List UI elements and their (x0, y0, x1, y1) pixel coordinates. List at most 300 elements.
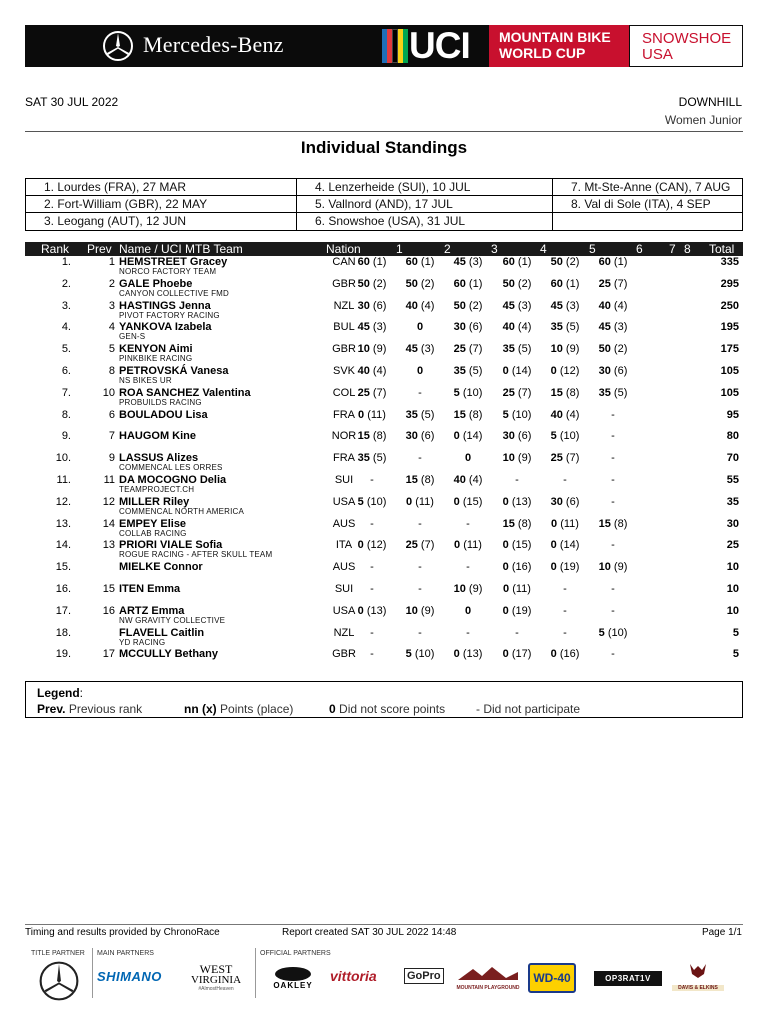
event-name-block (489, 25, 629, 67)
mountain-playground-logo: MOUNTAIN PLAYGROUND (455, 966, 521, 991)
report-created: Report created SAT 30 JUL 2022 14:48 (282, 927, 457, 938)
points-value: 40 (598, 299, 611, 312)
col-race-5: 5 (589, 242, 596, 256)
table-row (25, 343, 743, 365)
team-name: COMMENCAL LES ORRES (119, 463, 223, 473)
race-points-cell (347, 518, 397, 530)
points-value: 0 (551, 517, 558, 530)
place-value: (8) (468, 408, 483, 421)
table-row (25, 256, 743, 278)
place-value: (6) (517, 430, 532, 443)
points-value: 35 (453, 364, 466, 377)
place-value: (7) (613, 277, 628, 290)
rank-cell: 2. (61, 277, 71, 290)
points-value: 0 (416, 364, 424, 377)
points-value: - (418, 582, 422, 595)
race-points-cell (443, 430, 493, 442)
points-value: 50 (453, 299, 466, 312)
rider-name: LASSUS Alizes (119, 452, 199, 465)
race-item: 4. Lenzerheide (SUI), 10 JUL (297, 179, 553, 196)
race-points-cell (588, 430, 638, 442)
team-name: COLLAB RACING (119, 528, 187, 538)
points-value: - (563, 626, 567, 639)
points-value: - (370, 582, 374, 595)
prev-rank-cell: 13 (102, 539, 115, 552)
place-value: (10) (414, 648, 435, 661)
race-points-cell (540, 605, 590, 617)
race-points-cell (588, 474, 638, 486)
race-points-cell (588, 343, 638, 355)
rider-name: EMPEY Elise (119, 517, 187, 530)
total-points: 10 (726, 604, 739, 617)
race-item: 5. Vallnord (AND), 17 JUL (297, 196, 553, 213)
race-points-cell (347, 300, 397, 312)
points-value: 35 (598, 386, 611, 399)
team-name: GEN-S (119, 332, 146, 342)
race-points-cell (492, 321, 542, 333)
race-points-cell (540, 518, 590, 530)
place-value: (1) (517, 256, 532, 268)
race-points-cell (540, 648, 590, 660)
race-points-cell (347, 561, 397, 573)
rank-cell: 1. (61, 256, 71, 268)
points-value: - (611, 430, 615, 443)
nation-cell: USA (332, 604, 356, 617)
sponsor-name: Mercedes-Benz (143, 32, 284, 57)
place-value: (10) (511, 408, 532, 421)
rider-name: FLAVELL Caitlin (119, 626, 205, 639)
points-value: - (611, 648, 615, 661)
rank-cell: 16. (55, 582, 71, 595)
nation-cell: ITA (335, 539, 353, 552)
rank-cell: 5. (61, 343, 71, 356)
race-points-cell (347, 409, 397, 421)
place-value: (5) (420, 408, 435, 421)
place-value: (2) (468, 299, 483, 312)
race-points-cell (492, 300, 542, 312)
col-total: Total (709, 242, 735, 256)
race-points-cell (540, 496, 590, 508)
partner-divider (255, 948, 256, 998)
place-value: (16) (511, 561, 532, 574)
points-value: 45 (405, 343, 418, 356)
place-value: (3) (468, 256, 483, 268)
total-points: 175 (720, 343, 739, 356)
race-points-cell (395, 387, 445, 399)
venue-line-1: SNOWSHOE (642, 30, 732, 47)
race-points-cell (395, 278, 445, 290)
race-points-cell (443, 278, 493, 290)
place-value: (4) (517, 321, 532, 334)
points-value: 0 (550, 561, 557, 574)
points-value: 40 (453, 473, 466, 486)
race-points-cell (492, 474, 542, 486)
place-value: (7) (468, 343, 483, 356)
venue-block (629, 25, 743, 67)
team-name: ROGUE RACING - AFTER SKULL TEAM (119, 550, 273, 560)
race-points-cell (395, 648, 445, 660)
rank-cell: 15. (55, 561, 71, 574)
points-value: - (418, 452, 422, 465)
table-row (25, 278, 743, 300)
place-value: (7) (420, 539, 435, 552)
place-value: (9) (613, 561, 628, 574)
place-value: (9) (420, 604, 435, 617)
table-row (25, 496, 743, 518)
footer-divider (25, 924, 743, 925)
race-points-cell (395, 518, 445, 530)
table-row (25, 409, 743, 431)
points-value: - (418, 626, 422, 639)
race-points-cell (443, 561, 493, 573)
race-points-cell (443, 409, 493, 421)
points-value: 0 (454, 539, 461, 552)
race-points-cell (540, 387, 590, 399)
table-row (25, 474, 743, 496)
place-value: (5) (372, 452, 387, 465)
race-points-cell (492, 409, 542, 421)
race-points-cell (588, 409, 638, 421)
points-value: 5 (453, 386, 460, 399)
place-value: (11) (415, 495, 434, 508)
points-value: 35 (550, 321, 563, 334)
race-points-cell (395, 561, 445, 573)
place-value: (8) (565, 386, 580, 399)
team-name: PROBUILDS RACING (119, 397, 202, 407)
race-points-cell (540, 627, 590, 639)
points-value: 60 (453, 277, 466, 290)
header-banner (25, 25, 743, 67)
legend-box (25, 681, 743, 718)
place-value: (3) (613, 321, 628, 334)
points-value: 25 (357, 386, 370, 399)
points-value: 25 (550, 452, 563, 465)
partner-divider (92, 948, 93, 998)
points-value: - (466, 561, 470, 574)
place-value: (3) (565, 299, 580, 312)
points-value: 15 (598, 517, 611, 530)
place-value: (1) (372, 256, 387, 268)
venue-line-2: USA (642, 46, 673, 63)
points-value: 35 (357, 452, 370, 465)
nation-cell: GBR (332, 343, 356, 356)
race-points-cell (347, 605, 397, 617)
prev-rank-cell: 5 (108, 343, 115, 356)
table-row (25, 648, 743, 670)
points-value: - (418, 517, 422, 530)
race-points-cell (395, 583, 445, 595)
points-value: - (611, 408, 615, 421)
race-points-cell (492, 583, 542, 595)
points-value: 30 (502, 430, 515, 443)
col-race-1: 1 (396, 242, 403, 256)
team-name: NS BIKES UR (119, 375, 172, 385)
points-value: 50 (502, 277, 515, 290)
place-value: (4) (565, 408, 580, 421)
race-item: 7. Mt-Ste-Anne (CAN), 7 AUG (553, 179, 742, 196)
points-value: 30 (405, 430, 418, 443)
points-value: 0 (464, 604, 472, 617)
race-points-cell (347, 539, 397, 551)
nation-cell: GBR (332, 648, 356, 661)
points-value: 10 (357, 343, 370, 356)
points-value: 60 (598, 256, 611, 268)
place-value: (9) (372, 343, 387, 356)
points-value: 25 (405, 539, 418, 552)
race-item: 3. Leogang (AUT), 12 JUN (26, 213, 297, 230)
standings-header (25, 242, 743, 256)
nation-cell: SUI (334, 473, 354, 486)
rider-name: DA MOCOGNO Delia (119, 473, 227, 486)
race-points-cell (395, 430, 445, 442)
points-value: 5 (598, 626, 605, 639)
discipline: DOWNHILL (678, 95, 742, 109)
team-name: TEAMPROJECT.CH (119, 484, 195, 494)
table-row (25, 300, 743, 322)
rank-cell: 10. (55, 452, 71, 465)
team-name: NORCO FACTORY TEAM (119, 267, 217, 276)
points-value: 30 (598, 364, 611, 377)
legend-title: Legend: (37, 686, 84, 700)
team-name: CANYON COLLECTIVE FMD (119, 288, 229, 298)
rider-name: PETROVSKÁ Vanesa (119, 364, 229, 377)
points-value: 15 (502, 517, 515, 530)
race-points-cell (540, 539, 590, 551)
place-value: (1) (565, 277, 580, 290)
page-title: Individual Standings (300, 138, 468, 157)
race-points-cell (443, 387, 493, 399)
rider-name: HEMSTREET Gracey (119, 256, 228, 268)
points-value: 0 (550, 539, 557, 552)
race-points-cell (443, 583, 493, 595)
race-points-cell (540, 300, 590, 312)
col-rank: Rank (41, 242, 70, 256)
points-value: 45 (357, 321, 370, 334)
race-points-cell (347, 452, 397, 464)
points-value: 45 (453, 256, 466, 268)
rider-name: MIELKE Connor (119, 561, 203, 574)
points-value: 0 (550, 364, 557, 377)
place-value: (4) (613, 299, 628, 312)
place-value: (6) (420, 430, 435, 443)
prev-rank-cell: 8 (108, 364, 115, 377)
place-value: (10) (462, 386, 483, 399)
rider-name: BOULADOU Lisa (119, 408, 208, 421)
points-value: 50 (598, 343, 611, 356)
points-value: 5 (550, 430, 557, 443)
nation-cell: NOR (331, 430, 357, 443)
total-points: 70 (726, 452, 739, 465)
points-value: 25 (453, 343, 466, 356)
rider-name: MCCULLY Bethany (119, 648, 219, 661)
points-value: - (611, 452, 615, 465)
title-partner-label: TITLE PARTNER (31, 950, 85, 957)
points-value: - (515, 473, 519, 486)
place-value: (7) (565, 452, 580, 465)
category: Women Junior (664, 113, 742, 127)
col-race-4: 4 (540, 242, 547, 256)
place-value: (8) (420, 473, 435, 486)
place-value: (6) (565, 495, 580, 508)
place-value: (4) (468, 473, 483, 486)
race-item: 8. Val di Sole (ITA), 4 SEP (553, 196, 742, 213)
race-points-cell (492, 648, 542, 660)
standings-body (25, 256, 743, 670)
nation-cell: NZL (333, 299, 355, 312)
race-points-cell (588, 321, 638, 333)
race-points-cell (443, 627, 493, 639)
place-value: (3) (420, 343, 435, 356)
race-points-cell (443, 605, 493, 617)
race-points-cell (492, 627, 542, 639)
total-points: 95 (726, 408, 739, 421)
place-value: (5) (565, 321, 580, 334)
place-value: (2) (613, 343, 628, 356)
page-number: Page 1/1 (701, 927, 742, 938)
wd40-logo: WD-40 (528, 963, 576, 993)
points-value: - (370, 648, 374, 661)
race-points-cell (347, 583, 397, 595)
race-points-cell (588, 648, 638, 660)
place-value: (1) (613, 256, 628, 268)
rank-cell: 13. (55, 517, 71, 530)
place-value: (10) (366, 495, 387, 508)
race-points-cell (443, 452, 493, 464)
race-points-cell (395, 627, 445, 639)
col-nation: Nation (326, 242, 361, 256)
place-value: (2) (420, 277, 435, 290)
place-value: (11) (560, 517, 579, 530)
points-value: 10 (598, 561, 611, 574)
race-points-cell (540, 343, 590, 355)
place-value: (12) (366, 539, 387, 552)
race-points-cell (588, 452, 638, 464)
col-name: Name / UCI MTB Team (119, 242, 243, 256)
rank-cell: 19. (55, 648, 71, 661)
race-points-cell (588, 496, 638, 508)
place-value: (11) (463, 539, 482, 552)
prev-rank-cell: 17 (102, 648, 115, 661)
place-value: (9) (517, 452, 532, 465)
points-value: - (563, 473, 567, 486)
points-value: 0 (453, 495, 460, 508)
op3ratv-logo: OP3RAT1V (594, 971, 662, 986)
nation-cell: AUS (332, 517, 356, 530)
race-points-cell (347, 648, 397, 660)
rank-cell: 12. (55, 495, 71, 508)
table-row (25, 605, 743, 627)
place-value: (7) (372, 386, 387, 399)
points-value: 50 (357, 277, 370, 290)
place-value: (6) (468, 321, 483, 334)
legend-zero: 0 Did not score points (329, 702, 446, 716)
race-points-cell (540, 409, 590, 421)
points-value: 30 (453, 321, 466, 334)
race-points-cell (347, 256, 397, 268)
race-points-cell (492, 256, 542, 268)
place-value: (3) (517, 299, 532, 312)
points-value: - (515, 626, 519, 639)
nation-cell: COL (332, 386, 356, 399)
vittoria-logo: vittoria (330, 968, 377, 984)
place-value: (8) (517, 517, 532, 530)
points-value: 0 (503, 582, 510, 595)
place-value: (14) (559, 539, 580, 552)
table-row (25, 583, 743, 605)
race-points-cell (395, 474, 445, 486)
col-prev: Prev (87, 242, 112, 256)
rider-name: MILLER Riley (119, 495, 190, 508)
divider (25, 131, 743, 132)
table-row (25, 387, 743, 409)
race-points-cell (443, 474, 493, 486)
nation-cell: BUL (333, 321, 355, 334)
table-row (25, 365, 743, 387)
points-value: - (611, 495, 615, 508)
total-points: 250 (720, 299, 739, 312)
race-points-cell (443, 321, 493, 333)
uci-logo-text: UCI (409, 25, 470, 66)
points-value: 0 (358, 408, 365, 421)
nation-cell: SUI (334, 582, 354, 595)
col-race-3: 3 (491, 242, 498, 256)
place-value: (6) (613, 364, 628, 377)
points-value: 0 (550, 648, 557, 661)
place-value: (15) (462, 495, 483, 508)
race-points-cell (588, 583, 638, 595)
place-value: (4) (372, 364, 387, 377)
place-value: (10) (559, 430, 580, 443)
timing-credit: Timing and results provided by ChronoRace (25, 927, 220, 938)
place-value: (14) (511, 364, 532, 377)
elk-icon (686, 962, 710, 980)
rank-cell: 11. (56, 473, 71, 486)
points-value: 0 (453, 648, 460, 661)
legend-points: nn (x) Points (place) (184, 702, 294, 716)
points-value: 45 (550, 299, 563, 312)
table-row (25, 321, 743, 343)
table-row (25, 518, 743, 540)
prev-rank-cell: 6 (108, 408, 115, 421)
total-points: 10 (726, 582, 739, 595)
place-value: (1) (420, 256, 435, 268)
race-points-cell (492, 539, 542, 551)
table-row (25, 561, 743, 583)
prev-rank-cell: 15 (102, 582, 115, 595)
official-partners-label: OFFICIAL PARTNERS (260, 950, 331, 957)
race-points-cell (395, 300, 445, 312)
oakley-logo: OAKLEY (263, 967, 323, 990)
race-points-cell (492, 605, 542, 617)
race-item: 1. Lourdes (FRA), 27 MAR (26, 179, 297, 196)
place-value: (2) (517, 277, 532, 290)
points-value: 25 (502, 386, 515, 399)
points-value: - (418, 386, 422, 399)
race-points-cell (492, 278, 542, 290)
uci-rainbow-stripes (382, 29, 408, 63)
team-name: COMMENCAL NORTH AMERICA (119, 506, 245, 516)
race-points-cell (492, 561, 542, 573)
points-value: 0 (406, 495, 413, 508)
points-value: 60 (550, 277, 563, 290)
col-race-8: 8 (684, 242, 691, 256)
place-value: (12) (559, 364, 580, 377)
prev-rank-cell: 9 (108, 452, 115, 465)
points-value: 5 (502, 408, 509, 421)
points-value: 40 (405, 299, 418, 312)
place-value: (8) (372, 430, 387, 443)
nation-cell: GBR (332, 277, 356, 290)
